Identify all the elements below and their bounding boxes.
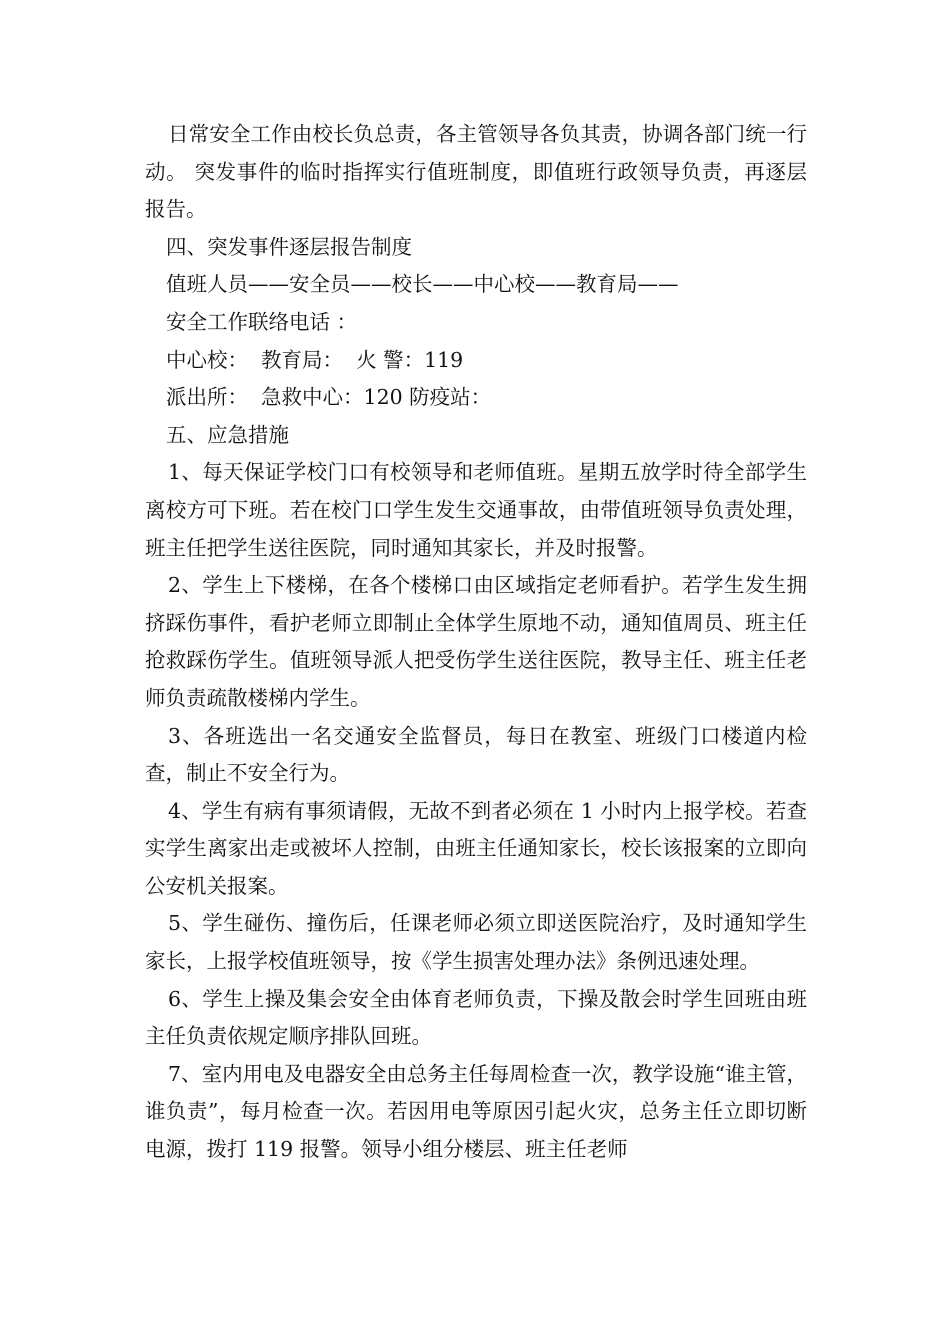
measure-item-2: 2、学生上下楼梯，在各个楼梯口由区域指定老师看护。若学生发生拥挤踩伤事件，看护老师立即制止全体学生原地不动，通知值周员、班主任抢救踩伤学生。值班领导派人把受伤学生送往医院，教导主任、班主任老师负责疏散楼梯内学生。 (145, 573, 807, 710)
measure-item-4: 4、学生有病有事须请假，无故不到者必须在 1 小时内上报学校。若查实学生离家出走或被坏人控制，由班主任通知家长，校长该报案的立即向公安机关报案。 (145, 798, 807, 898)
paragraph-daily-safety-responsibility: 日常安全工作由校长负总责，各主管领导各负其责，协调各部门统一行动。 突发事件的临时指挥实行值班制度，即值班行政领导负责，再逐层报告。 (145, 122, 807, 222)
measure-item-7: 7、室内用电及电器安全由总务主任每周检查一次，教学设施“谁主管，谁负责”，每月检查一次。若因用电等原因引起火灾，总务主任立即切断电源，拨打 119 报警。领导小组分楼层、班主任老师 (145, 1061, 807, 1162)
section-heading-reporting-system: 四、突发事件逐层报告制度 (166, 234, 412, 259)
contact-phones-line-2: 派出所： 急救中心：120 防疫站： (166, 385, 492, 410)
measure-item-5: 5、学生碰伤、撞伤后，任课老师必须立即送医院治疗，及时通知学生家长，上报学校值班领导，按《学生损害处理办法》条例迅速处理。 (145, 911, 807, 974)
section-heading-emergency-measures: 五、应急措施 (166, 422, 289, 447)
measure-item-6: 6、学生上操及集会安全由体育老师负责，下操及散会时学生回班由班主任负责依规定顺序排队回班。 (145, 986, 807, 1049)
measure-item-1: 1、每天保证学校门口有校领导和老师值班。星期五放学时待全部学生离校方可下班。若在校门口学生发生交通事故，由带值班领导负责处理，班主任把学生送往医院，同时通知其家长，并及时报警。 (145, 460, 807, 560)
measure-item-3: 3、各班选出一名交通安全监督员，每日在教室、班级门口楼道内检查，制止不安全行为。 (145, 723, 807, 786)
reporting-chain: 值班人员——安全员——校长——中心校——教育局—— (166, 272, 679, 297)
contact-phones-line-1: 中心校： 教育局： 火 警：119 (166, 347, 464, 372)
contact-phones-label: 安全工作联络电话 ： (166, 309, 358, 334)
document-body (145, 116, 807, 1169)
